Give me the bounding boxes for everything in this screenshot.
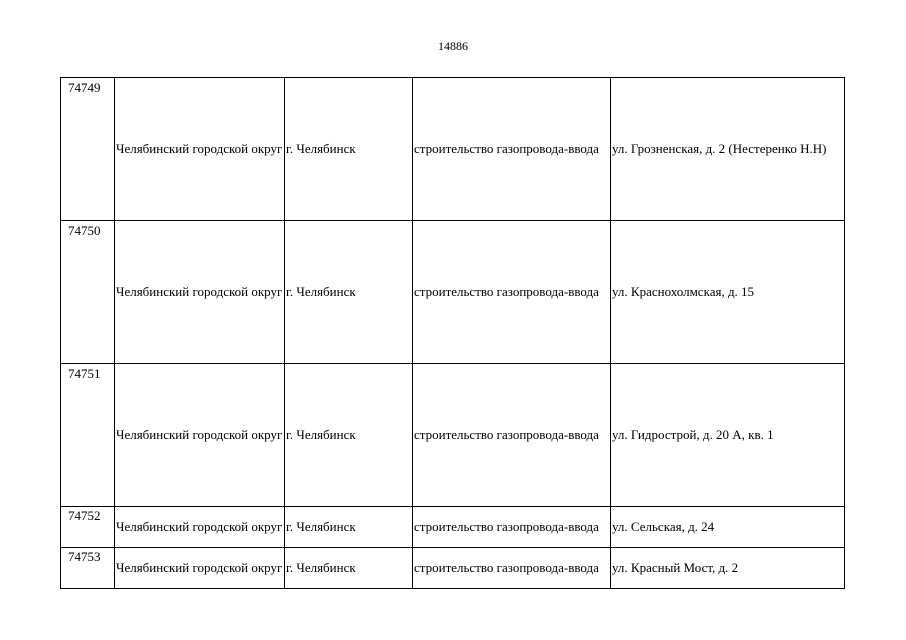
table-row [61, 507, 845, 548]
row-number-cell: 74753 [61, 548, 115, 589]
municipality-cell: Челябинский городской округ [115, 221, 285, 364]
locality-cell: г. Челябинск [285, 221, 413, 364]
address-cell: ул. Краснохолмская, д. 15 [611, 221, 845, 364]
table-row [61, 78, 845, 221]
locality-cell: г. Челябинск [285, 364, 413, 507]
municipality-cell: Челябинский городской округ [115, 364, 285, 507]
work-type-cell: строительство газопровода-ввода [413, 364, 611, 507]
municipality-cell: Челябинский городской округ [115, 507, 285, 548]
work-type-cell: строительство газопровода-ввода [413, 548, 611, 589]
table-row [61, 548, 845, 589]
row-number-cell: 74749 [61, 78, 115, 221]
work-type-cell: строительство газопровода-ввода [413, 221, 611, 364]
table-row [61, 221, 845, 364]
locality-cell: г. Челябинск [285, 507, 413, 548]
locality-cell: г. Челябинск [285, 78, 413, 221]
registry-table [60, 77, 845, 589]
work-type-cell: строительство газопровода-ввода [413, 78, 611, 221]
address-cell: ул. Гидрострой, д. 20 А, кв. 1 [611, 364, 845, 507]
municipality-cell: Челябинский городской округ [115, 548, 285, 589]
municipality-cell: Челябинский городской округ [115, 78, 285, 221]
locality-cell: г. Челябинск [285, 548, 413, 589]
table-row [61, 364, 845, 507]
work-type-cell: строительство газопровода-ввода [413, 507, 611, 548]
row-number-cell: 74751 [61, 364, 115, 507]
row-number-cell: 74752 [61, 507, 115, 548]
address-cell: ул. Красный Мост, д. 2 [611, 548, 845, 589]
row-number-cell: 74750 [61, 221, 115, 364]
address-cell: ул. Грозненская, д. 2 (Нестеренко Н.Н) [611, 78, 845, 221]
page-number: 14886 [438, 39, 468, 53]
address-cell: ул. Сельская, д. 24 [611, 507, 845, 548]
